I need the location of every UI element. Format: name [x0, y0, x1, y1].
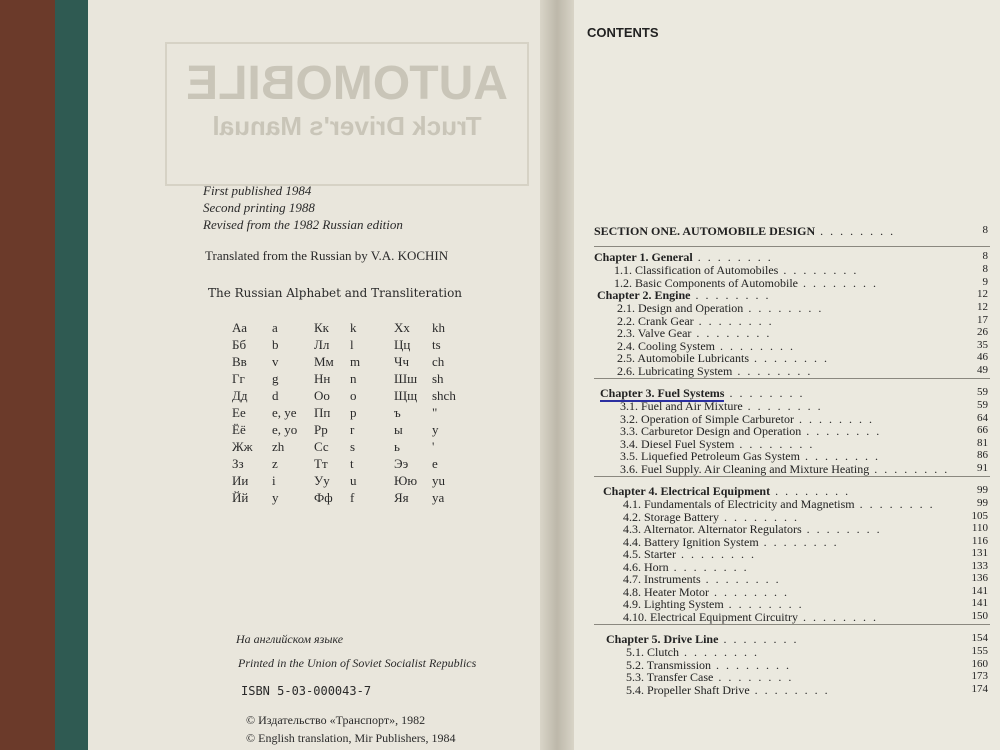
- toc-page-number: 133: [971, 559, 988, 572]
- toc-page-number: 35: [977, 338, 988, 351]
- cyrillic-letter: Ии: [232, 473, 249, 488]
- leader-dots: . . . . . . . .: [798, 275, 878, 290]
- toc-page-number: 12: [977, 301, 988, 313]
- toc-entry-label: Chapter 2. Engine: [597, 288, 691, 302]
- transliteration: ts: [432, 337, 441, 352]
- cyrillic-letter: Фф: [314, 490, 333, 505]
- transliteration: ': [432, 439, 435, 454]
- transliteration: n: [350, 371, 357, 386]
- imprint-line-2: Second printing 1988: [203, 200, 315, 215]
- cyrillic-letter: Ее: [232, 405, 246, 420]
- cyrillic-letter: Оо: [314, 388, 330, 403]
- leader-dots: . . . . . . . .: [708, 584, 789, 599]
- leader-dots: . . . . . . . .: [676, 547, 756, 561]
- toc-page-number: 64: [977, 411, 988, 424]
- copyright-russian: © Издательство «Транспорт», 1982: [246, 713, 426, 727]
- toc-page-number: 59: [977, 386, 988, 398]
- cyrillic-letter: Ёё: [232, 422, 246, 437]
- transliteration: s: [350, 439, 356, 454]
- leader-dots: . . . . . . . .: [743, 301, 824, 315]
- translator-credit: Translated from the Russian by V.A. KOCHIN: [205, 248, 449, 263]
- transliteration: e: [432, 456, 438, 471]
- toc-subentry: [617, 364, 988, 379]
- toc-entry-label: 2.4. Cooling System: [617, 338, 716, 353]
- leader-dots: . . . . . . . .: [758, 534, 839, 549]
- printed-in: Printed in the Union of Soviet Socialist Republics: [238, 656, 477, 670]
- leader-dots: . . . . . . . .: [749, 682, 830, 697]
- toc-page-number: 86: [977, 449, 988, 461]
- imprint-line-1: First published 1984: [203, 183, 312, 198]
- leader-dots: . . . . . . . .: [801, 424, 882, 438]
- cyrillic-letter: Пп: [314, 405, 331, 420]
- toc-page-number: 131: [971, 547, 988, 559]
- leader-dots: . . . . . . . .: [732, 363, 813, 378]
- cyrillic-letter: ь: [394, 439, 400, 454]
- cyrillic-letter: Лл: [314, 337, 330, 352]
- divider: [594, 246, 990, 247]
- toc-page-number: 110: [971, 522, 988, 534]
- toc-entry-label: 4.3. Alternator. Alternator Regulators: [623, 522, 802, 536]
- toc-entry-label: 2.6. Lubricating System: [617, 363, 733, 378]
- toc-entry-label: 1.2. Basic Components of Automobile: [614, 275, 798, 290]
- transliteration: l: [350, 337, 354, 352]
- transliteration: b: [272, 337, 279, 352]
- leader-dots: . . . . . . . .: [748, 351, 829, 365]
- leader-dots: . . . . . . . .: [718, 632, 799, 646]
- isbn: ISBN 5-03-000043-7: [241, 684, 372, 698]
- cyrillic-letter: Йй: [232, 490, 249, 505]
- toc-entry-label: 4.2. Storage Battery: [623, 509, 719, 524]
- toc-entry-label: 2.2. Crank Gear: [617, 313, 694, 328]
- cyrillic-letter: Зз: [232, 456, 244, 471]
- toc-entry-label: Chapter 5. Drive Line: [606, 632, 719, 646]
- toc-entry-label: 5.4. Propeller Shaft Drive: [626, 682, 750, 697]
- transliteration: m: [350, 354, 361, 369]
- toc-subentry: [626, 683, 988, 698]
- leader-dots: . . . . . . . .: [793, 411, 874, 426]
- toc-entry-label: 3.6. Fuel Supply. Air Cleaning and Mixture Heating: [620, 461, 870, 476]
- toc-page-number: 46: [977, 351, 988, 363]
- toc-page-number: 141: [971, 597, 988, 609]
- toc-page-number: 174: [971, 682, 988, 695]
- leader-dots: . . . . . . . .: [718, 509, 799, 524]
- toc-entry-label: 4.8. Heater Motor: [623, 584, 709, 599]
- cyrillic-letter: Уу: [314, 473, 330, 488]
- toc-page-number: 26: [977, 326, 988, 338]
- ghost-subtitle: Truck Driver's Manual: [212, 111, 482, 141]
- transliteration: ch: [432, 354, 445, 369]
- toc-entry-label: 4.5. Starter: [623, 547, 676, 561]
- transliteration: g: [272, 371, 279, 386]
- transliteration: e, ye: [272, 405, 297, 420]
- section-heading: [594, 224, 988, 239]
- toc-page-number: 154: [971, 632, 988, 644]
- toc-entry-label: 3.5. Liquefied Petroleum Gas System: [620, 449, 800, 463]
- transliteration: o: [350, 388, 357, 403]
- transliteration: i: [272, 473, 276, 488]
- transliteration: f: [350, 490, 355, 505]
- toc-page-number: 141: [971, 584, 988, 597]
- transliteration: p: [350, 405, 357, 420]
- toc-page-number: 99: [977, 497, 988, 509]
- toc-entry-label: 4.4. Battery Ignition System: [623, 534, 759, 549]
- toc-entry-label: 2.3. Valve Gear: [617, 326, 692, 340]
- toc-entry-label: 5.3. Transfer Case: [626, 670, 714, 684]
- toc-subentry: [623, 610, 988, 625]
- transliteration: zh: [272, 439, 285, 454]
- transliteration: u: [350, 473, 357, 488]
- leader-dots: . . . . . . . .: [692, 250, 773, 264]
- leader-dots: . . . . . . . .: [711, 657, 792, 672]
- leader-dots: . . . . . . . .: [724, 386, 805, 400]
- toc-page-number: 150: [971, 609, 988, 622]
- leader-dots: . . . . . . . .: [799, 449, 880, 463]
- toc-entry-label: 4.7. Instruments: [623, 572, 701, 586]
- leader-dots: . . . . . . . .: [770, 484, 851, 498]
- show-through-title: [165, 42, 529, 186]
- cyrillic-letter: ъ: [394, 405, 401, 420]
- toc-page-number: 9: [982, 275, 988, 288]
- cyrillic-letter: Аа: [232, 320, 247, 335]
- transliteration: y: [272, 490, 279, 505]
- toc-page-number: 59: [977, 399, 988, 411]
- toc-entry-label: 3.2. Operation of Simple Carburetor: [620, 411, 794, 426]
- toc-page-number: 155: [971, 645, 988, 657]
- toc-page-number: 66: [977, 424, 988, 436]
- cyrillic-letter: Мм: [314, 354, 334, 369]
- toc-entry-label: 3.4. Diesel Fuel System: [620, 436, 735, 451]
- toc-page-number: 136: [971, 572, 988, 584]
- leader-dots: . . . . . . . .: [713, 670, 794, 684]
- leader-dots: . . . . . . . .: [854, 497, 935, 511]
- copyright-english: © English translation, Mir Publishers, 1984: [246, 731, 456, 745]
- cyrillic-letter: Жж: [232, 439, 253, 454]
- toc-entry-label: Chapter 1. General: [594, 250, 693, 264]
- leader-dots: . . . . . . . .: [715, 338, 796, 353]
- divider: [594, 378, 990, 379]
- leader-dots: . . . . . . . .: [815, 224, 896, 238]
- leader-dots: . . . . . . . .: [801, 522, 882, 536]
- cyrillic-letter: Шш: [394, 371, 418, 386]
- cyrillic-letter: Нн: [314, 371, 331, 386]
- transliteration: ya: [432, 490, 445, 505]
- transliteration: kh: [432, 320, 445, 335]
- toc-entry-label: 4.9. Lighting System: [623, 597, 724, 611]
- cyrillic-letter: Рр: [314, 422, 328, 437]
- leader-dots: . . . . . . . .: [668, 559, 749, 574]
- toc-entry-label: 5.2. Transmission: [626, 657, 712, 672]
- cyrillic-letter: Юю: [394, 473, 418, 488]
- toc-entry-label: Chapter 4. Electrical Equipment: [603, 484, 771, 498]
- transliteration: sh: [432, 371, 444, 386]
- toc-entry-label: 2.1. Design and Operation: [617, 301, 744, 315]
- toc-entry-label: 1.1. Classification of Automobiles: [614, 263, 779, 277]
- transliteration: v: [272, 354, 279, 369]
- toc-entry-label: 4.6. Horn: [623, 559, 669, 574]
- cyrillic-letter: Вв: [232, 354, 247, 369]
- divider: [594, 476, 990, 477]
- toc-entry-label: 5.1. Clutch: [626, 645, 679, 659]
- toc-page-number: 17: [977, 313, 988, 326]
- transliteration: a: [272, 320, 278, 335]
- toc-subentry: [620, 462, 988, 477]
- transliteration: t: [350, 456, 354, 471]
- transliteration: r: [350, 422, 355, 437]
- cyrillic-letter: Чч: [394, 354, 409, 369]
- leader-dots: . . . . . . . .: [693, 313, 774, 328]
- toc-page-number: 160: [971, 657, 988, 670]
- language-note: На английском языке: [236, 632, 344, 646]
- transliteration: d: [272, 388, 279, 403]
- toc-entry-label: 4.10. Electrical Equipment Circuitry: [623, 609, 798, 624]
- toc-page-number: 8: [982, 263, 988, 275]
- leader-dots: . . . . . . . .: [700, 572, 781, 586]
- cyrillic-letter: Тт: [314, 456, 328, 471]
- leader-dots: . . . . . . . .: [778, 263, 859, 277]
- cyrillic-letter: Сс: [314, 439, 329, 454]
- toc-page-number: 81: [977, 436, 988, 449]
- leader-dots: . . . . . . . .: [734, 436, 815, 451]
- cyrillic-letter: Цц: [394, 337, 411, 352]
- imprint-line-3: Revised from the 1982 Russian edition: [203, 217, 403, 232]
- cyrillic-letter: Хх: [394, 320, 410, 335]
- toc-page-number: 105: [971, 509, 988, 522]
- cyrillic-letter: Гг: [232, 371, 245, 386]
- leader-dots: . . . . . . . .: [742, 399, 823, 413]
- leader-dots: . . . . . . . .: [723, 597, 804, 611]
- alphabet-title: The Russian Alphabet and Transliteration: [208, 286, 463, 300]
- cyrillic-letter: Дд: [232, 388, 248, 403]
- leader-dots: . . . . . . . .: [797, 609, 878, 624]
- leader-dots: . . . . . . . .: [679, 645, 759, 659]
- toc-page-number: 8: [982, 224, 988, 236]
- book-gutter: [540, 0, 574, 750]
- toc-page-number: 12: [977, 288, 988, 300]
- toc-entry-label: 4.1. Fundamentals of Electricity and Magnetism: [623, 497, 855, 511]
- contents-heading: CONTENTS: [587, 25, 659, 40]
- leader-dots: . . . . . . . .: [869, 461, 950, 476]
- cyrillic-letter: ы: [394, 422, 403, 437]
- toc-page-number: 99: [977, 484, 988, 496]
- divider: [594, 624, 990, 625]
- transliteration: shch: [432, 388, 456, 403]
- transliteration: k: [350, 320, 357, 335]
- transliteration: ": [432, 405, 438, 420]
- toc-entry-label: 3.3. Carburetor Design and Operation: [620, 424, 802, 438]
- cyrillic-letter: Щщ: [394, 388, 418, 403]
- toc-page-number: 173: [971, 670, 988, 682]
- cyrillic-letter: Кк: [314, 320, 329, 335]
- leader-dots: . . . . . . . .: [691, 326, 772, 340]
- toc-entry-label: SECTION ONE. AUTOMOBILE DESIGN: [594, 224, 816, 238]
- leader-dots: . . . . . . . .: [690, 288, 771, 302]
- transliteration: y: [432, 422, 439, 437]
- ghost-title: AUTOMOBILE: [186, 57, 508, 110]
- transliteration: yu: [432, 473, 445, 488]
- toc-page-number: 8: [982, 250, 988, 262]
- cyrillic-letter: Ээ: [394, 456, 409, 471]
- transliteration: z: [272, 456, 278, 471]
- toc-entry-label: 3.1. Fuel and Air Mixture: [620, 399, 743, 413]
- cyrillic-letter: Яя: [394, 490, 409, 505]
- toc-page-number: 49: [977, 363, 988, 376]
- toc-page-number: 91: [977, 461, 988, 474]
- toc-entry-label: 2.5. Automobile Lubricants: [617, 351, 749, 365]
- toc-page-number: 116: [971, 534, 988, 547]
- transliteration: e, yo: [272, 422, 298, 437]
- cyrillic-letter: Бб: [232, 337, 247, 352]
- toc-entry-label: Chapter 3. Fuel Systems: [600, 386, 725, 400]
